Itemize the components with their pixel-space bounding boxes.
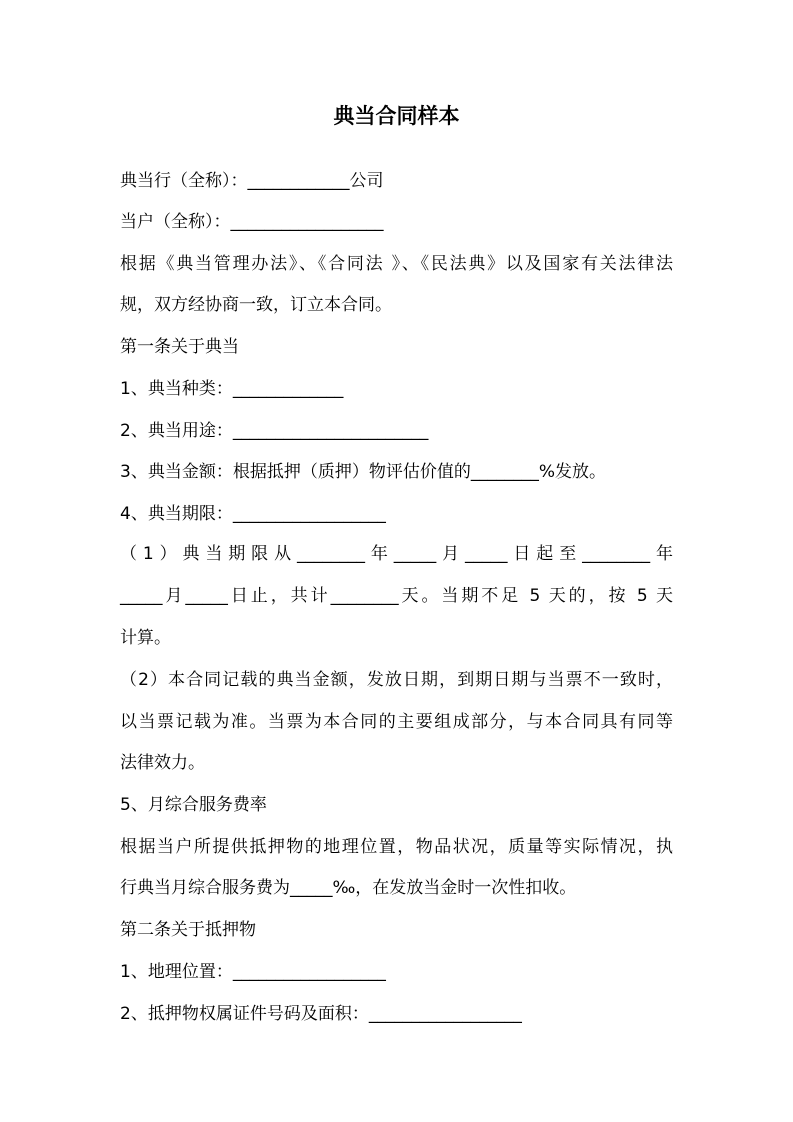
term-clause-1-line-2: _____月_____日止，共计________天。当期不足 5 天的，按 5 天 xyxy=(120,586,673,606)
pawn-type-line: 1、典当种类：_____________ xyxy=(120,379,344,399)
document-title: 典当合同样本 xyxy=(333,104,460,128)
location-line: 1、地理位置：__________________ xyxy=(120,962,386,982)
term-clause-2-line-1: （2）本合同记载的典当金额，发放日期，到期日期与当票不一致时， xyxy=(120,670,673,690)
service-fee-heading: 5、月综合服务费率 xyxy=(120,795,267,815)
article-1-heading: 第一条关于典当 xyxy=(120,337,239,357)
term-clause-2-line-3: 法律效力。 xyxy=(120,753,205,773)
preamble-line-2: 规，双方经协商一致，订立本合同。 xyxy=(120,295,392,315)
pawnshop-name-line: 典当行（全称）：____________公司 xyxy=(120,171,384,191)
term-clause-1-line-3: 计算。 xyxy=(120,628,171,648)
pawn-term-line: 4、典当期限：__________________ xyxy=(120,504,386,524)
term-clause-2-line-2: 以当票记载为准。当票为本合同的主要组成部分，与本合同具有同等 xyxy=(120,712,673,732)
term-clause-1-line-1: （1）典当期限从________年_____月_____日起至________年 xyxy=(120,544,673,564)
certificate-line: 2、抵押物权属证件号码及面积：__________________ xyxy=(120,1004,522,1024)
preamble-line-1: 根据《典当管理办法》、《合同法 》、《民法典》以及国家有关法律法 xyxy=(120,254,673,274)
pawn-purpose-line: 2、典当用途：_______________________ xyxy=(120,421,429,441)
service-fee-line-1: 根据当户所提供抵押物的地理位置，物品状况，质量等实际情况，执 xyxy=(120,837,673,857)
pawn-amount-line: 3、典当金额：根据抵押（质押）物评估价值的________%发放。 xyxy=(120,462,606,482)
pawner-name-line: 当户（全称）：__________________ xyxy=(120,212,384,232)
article-2-heading: 第二条关于抵押物 xyxy=(120,920,256,940)
service-fee-line-2: 行典当月综合服务费为_____‰，在发放当金时一次性扣收。 xyxy=(120,878,577,898)
